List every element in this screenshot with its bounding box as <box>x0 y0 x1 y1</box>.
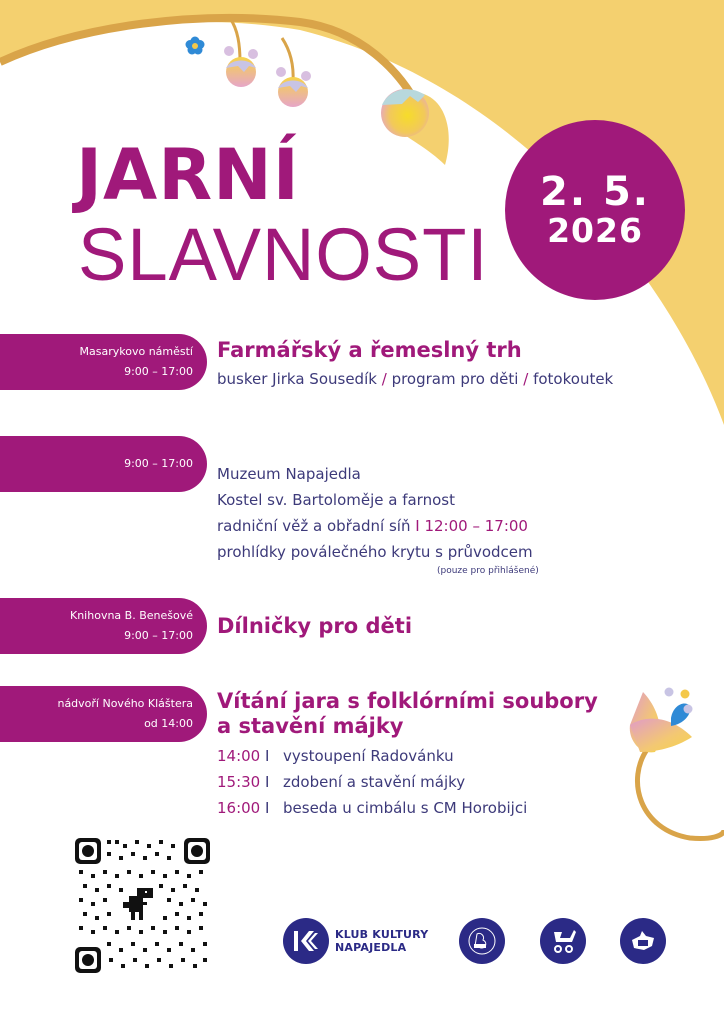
event-1-sub-3: fotokoutek <box>533 370 614 388</box>
k-logo-icon <box>293 930 319 952</box>
event-1-sub-1: busker Jirka Sousedík <box>217 370 377 388</box>
title-line-2: SLAVNOSTI <box>78 213 489 296</box>
schedule-row: 15:30 I zdobení a stavění májky <box>217 773 466 791</box>
event-4-title-2: a stavění májky <box>217 714 404 738</box>
date-year: 2026 <box>547 210 643 250</box>
event-2-lines <box>217 461 533 565</box>
event-2-line-3-time: 12:00 – 17:00 <box>424 517 528 535</box>
event-3-location: Knihovna B. Benešové <box>70 609 193 622</box>
separator: / <box>381 370 387 388</box>
footer-logos <box>283 918 683 966</box>
event-1-location-pill <box>0 334 207 390</box>
schedule-row: 16:00 I beseda u cimbálu s CM Horobijci <box>217 799 528 817</box>
event-3-title: Dílničky pro děti <box>217 614 413 638</box>
event-1-sub-2: program pro děti <box>391 370 519 388</box>
event-2-location-pill <box>0 436 207 492</box>
stroller-logo <box>540 918 586 964</box>
event-4-title-1: Vítání jara s folklórními soubory <box>217 689 598 713</box>
stroller-logo-icon <box>548 926 578 956</box>
event-2-line-3: radniční věž a obřadní síň I 12:00 – 17:00 <box>217 517 528 535</box>
klub-kultury-logo <box>283 918 329 964</box>
event-4-schedule <box>217 743 527 821</box>
event-2-line-4: prohlídky poválečného krytu s průvodcem <box>217 543 533 561</box>
event-2-line-2: Kostel sv. Bartoloměje a farnost <box>217 491 455 509</box>
event-1-subtitle <box>217 366 613 392</box>
organizer-name: KLUB KULTURY NAPAJEDLA <box>335 928 429 954</box>
event-1-location: Masarykovo náměstí <box>79 345 193 358</box>
event-2-note: (pouze pro přihlášené) <box>437 566 539 576</box>
event-3-location-pill <box>0 598 207 654</box>
map-logo <box>620 918 666 964</box>
event-1-title: Farmářský a řemeslný trh <box>217 338 522 362</box>
event-2-line-1: Muzeum Napajedla <box>217 465 361 483</box>
title-line-1: JARNÍ <box>76 134 300 216</box>
event-4-location-pill <box>0 686 207 742</box>
event-4-time: od 14:00 <box>144 717 193 730</box>
schedule-row: 14:00 I vystoupení Radovánku <box>217 747 454 765</box>
museum-logo <box>459 918 505 964</box>
event-1-time: 9:00 – 17:00 <box>124 365 193 378</box>
event-4-location: nádvoří Nového Kláštera <box>57 697 193 710</box>
date-day: 2. 5. <box>540 168 650 215</box>
map-logo-icon <box>628 926 658 956</box>
event-3-time: 9:00 – 17:00 <box>124 629 193 642</box>
qr-code[interactable] <box>75 838 210 973</box>
event-2-time: 9:00 – 17:00 <box>124 457 193 470</box>
separator: / <box>523 370 529 388</box>
date-badge <box>505 120 685 300</box>
museum-logo-icon <box>467 926 497 956</box>
